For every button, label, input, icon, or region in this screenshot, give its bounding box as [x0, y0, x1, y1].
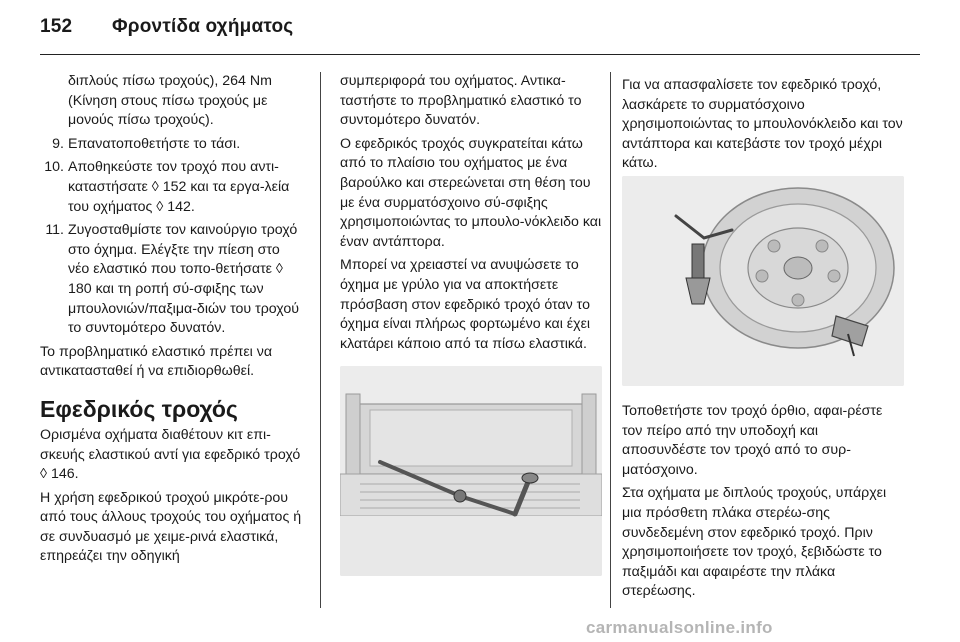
step-8-continuation — [40, 72, 304, 131]
step-text: Ζυγοσταθμίστε τον καινούργιο τροχό στο όχημα. Ελέγξτε την πίεση στο νέο ελαστικό που τοπο-θετήσατε ◊ 180 και τη ροπή σύ-σφιξης των μπουλονιών/παξιμα-διών του τροχού το συντομότερο δυνατόν. — [68, 222, 299, 337]
column-1 — [40, 72, 304, 571]
header-rule — [40, 54, 920, 55]
step-text: Αποθηκεύστε τον τροχό που αντι-καταστήσατε ◊ 152 και τα εργα-λεία του οχήματος ◊ 142. — [68, 159, 290, 215]
column-3-lower — [622, 402, 904, 606]
step-9 — [40, 135, 304, 155]
paragraph: Το προβληματικό ελαστικό πρέπει να αντικατασταθεί ή να επιδιορθωθεί. — [40, 343, 273, 380]
column-divider-2 — [610, 72, 611, 608]
column-2 — [340, 72, 604, 358]
paragraph: Μπορεί να χρειαστεί να ανυψώσετε το όχημα με γρύλο για να αποκτήσετε πρόσβαση στον εφεδρικό τροχό όταν το όχημα είναι πλήρως φορτωμένο και έχει κλατάρει κάποιο από τα πίσω ελαστικά. — [340, 257, 591, 352]
paragraph: Στα οχήματα με διπλούς τροχούς, υπάρχει μια πρόσθετη πλάκα στερέω-σης συνδεδεμένη στον εφεδρικό τροχό. Πριν χρησιμοποιήσετε τον τροχό, ξεβιδώστε το παξιμάδι και αφαιρέστε την πλάκα στερέωσης. — [622, 485, 887, 600]
column-3 — [622, 76, 904, 178]
step-number: 9. — [52, 135, 64, 152]
paragraph: Ορισμένα οχήματα διαθέτουν κιτ επι-σκευής ελαστικού αντί για εφεδρικό τροχό ◊ 146. — [40, 426, 301, 483]
page-number: 152 — [40, 16, 73, 37]
paragraph: Τοποθετήστε τον τροχό όρθιο, αφαι-ρέστε τον πείρο από την υποδοχή και αποσυνδέστε τον τροχό από το συρ-ματόσχοινο. — [622, 403, 883, 478]
page-title: Φροντίδα οχήματος — [112, 16, 294, 37]
step-number: 10. — [44, 159, 64, 176]
spare-wheel-wrench-illustration — [340, 366, 602, 576]
step-number: 11. — [45, 222, 64, 239]
paragraph: συμπεριφορά του οχήματος. Αντικα-ταστήστε το προβληματικό ελαστικό το συντομότερο δυνατόν. — [340, 73, 582, 129]
paragraph: Για να απασφαλίσετε τον εφεδρικό τροχό, λασκάρετε το συρματόσχοινο χρησιμοποιώντας το μπουλονόκλειδο και τον αντάπτορα και κατεβάστε τον τροχό μέχρι κάτω. — [622, 77, 903, 172]
page-header — [40, 16, 293, 38]
section-heading: Εφεδρικός τροχός — [40, 395, 238, 422]
step-text: διπλούς πίσω τροχούς), 264 Nm (Κίνηση στους πίσω τροχούς με μονούς πίσω τροχούς). — [68, 73, 272, 129]
paragraph: Η χρήση εφεδρικού τροχού μικρότε-ρου από τους άλλους τροχούς του οχήματος ή σε συνδυασμό με χειμε-ρινά ελαστικά, επηρεάζει την οδηγική — [40, 489, 302, 565]
step-text: Επανατοποθετήστε το τάσι. — [68, 135, 241, 152]
column-divider-1 — [320, 72, 321, 608]
paragraph: Ο εφεδρικός τροχός συγκρατείται κάτω από το πλαίσιο του οχήματος με ένα βαρούλκο και στερεώνεται στη θέση του με ένα συρματόσχοινο σύ-σφιξης χρησιμοποιώντας το μπουλο-νόκλειδο και έναν αντάπτορα. — [340, 135, 602, 250]
spare-wheel-drawing — [622, 176, 904, 386]
vehicle-rear-illustration — [340, 366, 602, 576]
spare-wheel-illustration — [622, 176, 904, 386]
watermark: carmanualsonline.info — [586, 618, 773, 637]
step-10 — [40, 158, 304, 217]
step-11 — [40, 221, 304, 339]
